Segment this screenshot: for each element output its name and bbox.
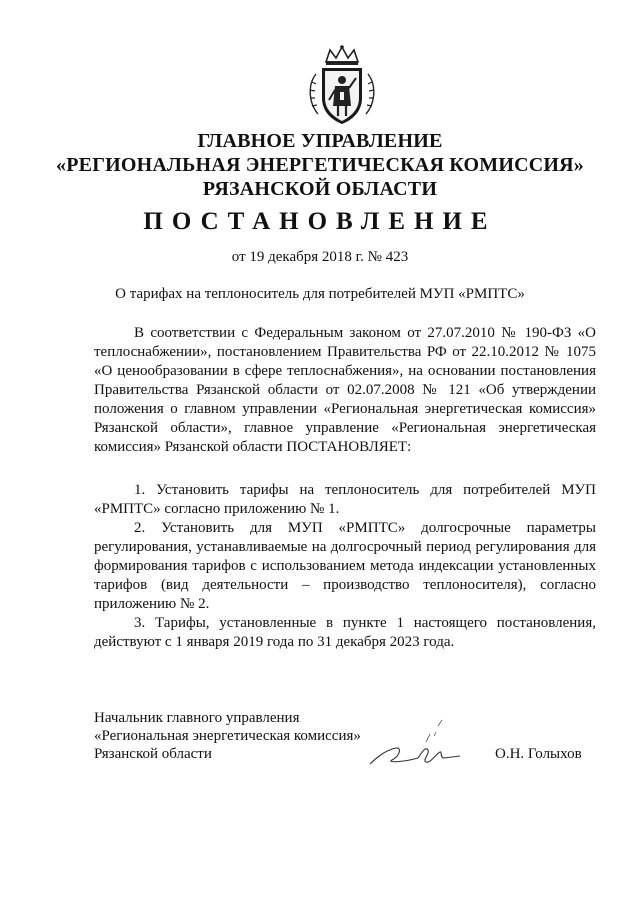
resolution-items xyxy=(94,481,596,652)
position-line-2: «Региональная энергетическая комиссия» xyxy=(94,728,361,744)
position-line-3: Рязанской области xyxy=(94,746,212,762)
org-name-line-2: «РЕГИОНАЛЬНАЯ ЭНЕРГЕТИЧЕСКАЯ КОМИССИЯ» xyxy=(56,154,584,176)
signatory-position xyxy=(94,709,361,763)
resolution-item-2: 2. Установить для МУП «РМПТС» долгосрочные параметры регулирования, устанавливаемые на долгосрочный период регулирования для формирования тарифов с использованием метода индексации установленных тарифов (вид деятельности – производство теплоносителя), согласно приложению № 2. xyxy=(94,520,596,612)
signatory-name: О.Н. Голыхов xyxy=(495,746,582,762)
org-name-line-3: РЯЗАНСКОЙ ОБЛАСТИ xyxy=(202,178,438,200)
coat-of-arms-icon xyxy=(304,44,380,128)
resolution-item-3: 3. Тарифы, установленные в пункте 1 настоящего постановления, действуют с 1 января 2019 года по 31 декабря 2023 года. xyxy=(94,615,596,650)
position-line-1: Начальник главного управления xyxy=(94,710,300,726)
document-date-number: от 19 декабря 2018 г. № 423 xyxy=(231,249,409,265)
document-subject: О тарифах на теплоноситель для потребителей МУП «РМПТС» xyxy=(115,286,525,302)
preamble xyxy=(94,324,596,457)
handwritten-signature xyxy=(356,712,466,774)
preamble-paragraph: В соответствии с Федеральным законом от 27.07.2010 № 190-ФЗ «О теплоснабжении», постановлением Правительства РФ от 22.10.2012 № 1075 «О ценообразовании в сфере теплоснабжения», на основании постановления Правительства Рязанской области от 02.07.2008 № 121 «Об утверждении положения о главном управлении «Региональная энергетическая комиссия» Рязанской области», главное управление «Региональная энергетическая комиссия» Рязанской области ПОСТАНОВЛЯЕТ: xyxy=(94,325,596,455)
document-title: ПОСТАНОВЛЕНИЕ xyxy=(143,208,497,235)
resolution-item-1: 1. Установить тарифы на теплоноситель для потребителей МУП «РМПТС» согласно приложению № 1. xyxy=(94,482,596,517)
org-name-line-1: ГЛАВНОЕ УПРАВЛЕНИЕ xyxy=(197,130,443,152)
